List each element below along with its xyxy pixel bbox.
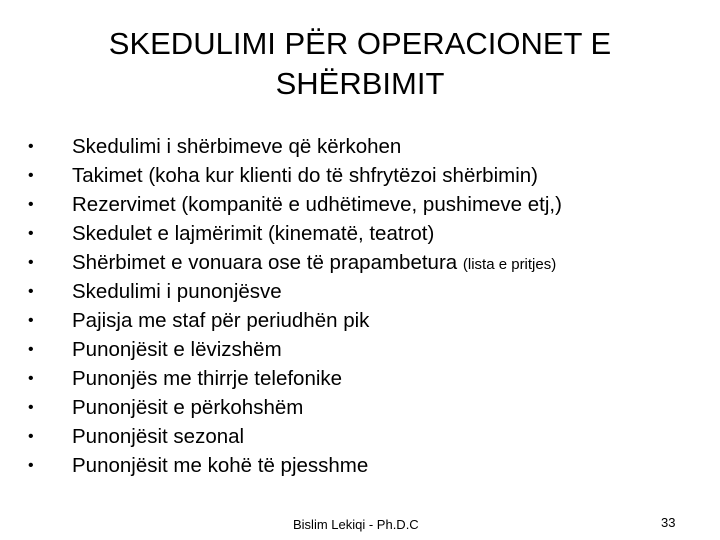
bullet-dot-icon: •: [28, 196, 34, 213]
bullet-text: [72, 451, 368, 480]
bullet-text-main: Punonjësit e përkohshëm: [72, 396, 304, 419]
bullet-text-main: Skedulimi i shërbimeve që kërkohen: [72, 135, 402, 158]
bullet-dot-icon: •: [28, 428, 34, 445]
bullet-dot-icon: •: [28, 370, 34, 387]
bullet-text-main: Pajisja me staf për periudhën pik: [72, 309, 370, 332]
slide-title-line-1: SKEDULIMI PËR OPERACIONET E: [108, 26, 612, 61]
bullet-text: [72, 161, 538, 190]
bullet-text: [72, 422, 244, 451]
bullet-dot-icon: •: [28, 457, 34, 474]
bullet-text: [72, 132, 401, 161]
bullet-text-main: Punonjësit sezonal: [72, 425, 245, 448]
bullet-text-main: Takimet (koha kur klienti do të shfrytëzoi shërbimin): [72, 164, 538, 187]
bullet-dot-icon: •: [28, 399, 34, 416]
bullet-text: [72, 335, 282, 364]
bullet-dot-icon: •: [28, 167, 34, 184]
bullet-dot-icon: •: [28, 283, 34, 300]
bullet-text: [72, 306, 369, 335]
bullet-text-main: Skedulimi i punonjësve: [72, 280, 282, 303]
slide-title-line-2: SHËRBIMIT: [275, 66, 445, 101]
bullet-text: [72, 393, 303, 422]
bullet-text-main: Skedulet e lajmërimit (kinematë, teatrot): [72, 222, 435, 245]
bullet-text-main: Punonjësit e lëvizshëm: [72, 338, 282, 361]
bullet-dot-icon: •: [28, 312, 34, 329]
bullet-text: [72, 248, 556, 279]
bullet-dot-icon: •: [28, 254, 34, 271]
bullet-text-main: Punonjësit me kohë të pjesshme: [72, 454, 369, 477]
footer-author: Bislim Lekiqi - Ph.D.C: [293, 517, 419, 532]
bullet-dot-icon: •: [28, 138, 34, 155]
bullet-text-note: (lista e pritjes): [462, 256, 557, 273]
bullet-dot-icon: •: [28, 225, 34, 242]
bullet-dot-icon: •: [28, 341, 34, 358]
bullet-text-main: Rezervimet (kompanitë e udhëtimeve, pushimeve etj,): [72, 193, 562, 216]
slide-title: [0, 24, 720, 104]
bullet-text-main: Punonjës me thirrje telefonike: [72, 367, 343, 390]
bullet-text: [72, 277, 282, 306]
bullet-text: [72, 190, 562, 219]
bullet-text-main: Shërbimet e vonuara ose të prapambetura: [72, 251, 463, 274]
bullet-text: [72, 364, 342, 393]
bullet-text: [72, 219, 434, 248]
slide-number: 33: [661, 515, 676, 530]
